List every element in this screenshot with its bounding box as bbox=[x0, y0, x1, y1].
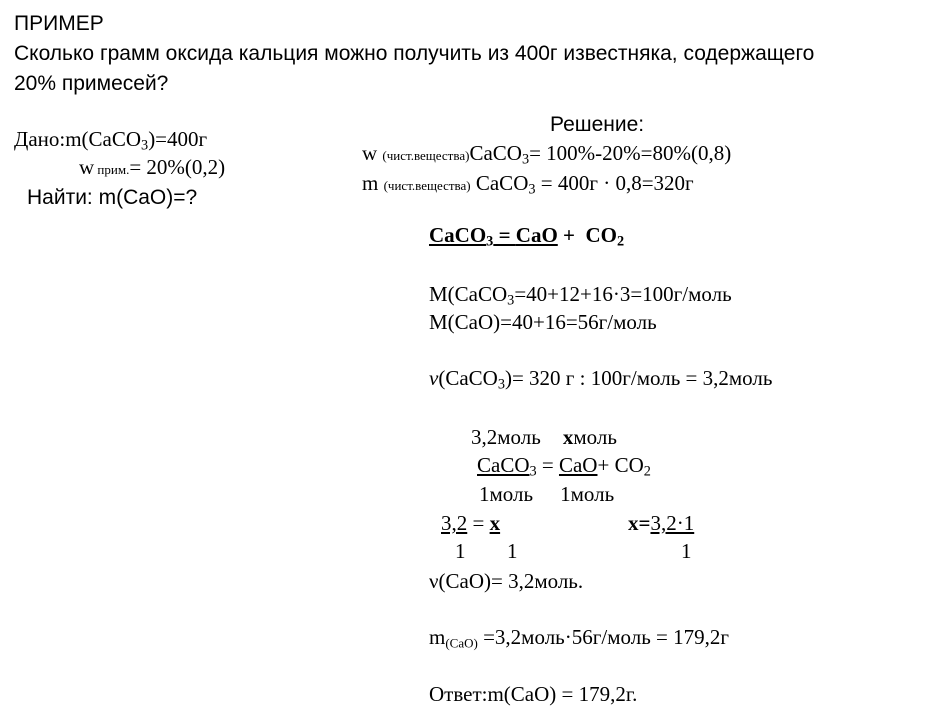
den-mid: 1 bbox=[507, 539, 518, 563]
purity-w: w bbox=[362, 141, 378, 165]
reaction-equation bbox=[429, 223, 625, 250]
find-line: Найти: m(CaO)=? bbox=[27, 186, 198, 209]
given-impurity bbox=[79, 157, 225, 178]
unknown-x: x bbox=[562, 425, 574, 449]
proportion-equation: CaCO$_3$ = $CaO+ CO_2$ bbox=[477, 453, 651, 480]
purity-formula-sub: 3 bbox=[521, 151, 530, 168]
impurity-sub: прим. bbox=[94, 162, 130, 177]
x-solution: x=3,2·1 bbox=[628, 511, 695, 535]
molar-mass-cao: M(CaO)=40+16=56г/моль bbox=[429, 310, 657, 334]
reaction-co2: $CO_2$ bbox=[585, 223, 625, 250]
pure-mass-formula-sub: 3 bbox=[528, 181, 536, 198]
purity-rest: = 100%-20%=80%(0,8) bbox=[529, 141, 732, 165]
purity-line bbox=[362, 141, 732, 168]
impurity-value: = 20%(0,2) bbox=[129, 155, 226, 179]
molar-mass-caco3: M(CaCO$_3$=40+12+16·3=100г/моль bbox=[429, 282, 732, 309]
proportion-top: 3,2моль xмоль bbox=[471, 425, 617, 449]
purity-sub: (чист.вещества) bbox=[382, 148, 470, 163]
reaction-caco3: CaCO$_3$ bbox=[429, 223, 494, 250]
given-mass-suffix: )=400г bbox=[148, 127, 208, 151]
den-left: 1 bbox=[455, 539, 466, 563]
impurity-w: w bbox=[79, 155, 95, 179]
pure-mass-rest: = 400г · 0,8=320г bbox=[535, 171, 694, 195]
den-right: 1 bbox=[681, 539, 692, 563]
reaction-cao: CaO bbox=[515, 223, 558, 247]
example-label: ПРИМЕР bbox=[14, 12, 104, 35]
problem-line-1: Сколько грамм оксида кальция можно получить из 400г известняка, содержащего bbox=[14, 42, 815, 65]
pure-mass-m: m bbox=[362, 171, 379, 195]
proportion-bottom: 1моль 1моль bbox=[479, 482, 615, 506]
fraction-numerators: 3,2 = x bbox=[441, 511, 501, 535]
solution-title: Решение: bbox=[550, 113, 645, 136]
answer-line: Ответ:m(CaO) = 179,2г. bbox=[429, 682, 638, 706]
pure-mass-sub: (чист.вещества) bbox=[383, 178, 471, 193]
mass-cao: $m_{(CaO)}$ =3,2моль·56г/моль = 179,2г bbox=[429, 625, 729, 651]
moles-cao: ν(CaO)= 3,2моль. bbox=[429, 569, 584, 593]
purity-formula: CaCO bbox=[469, 141, 522, 165]
pure-mass-line bbox=[362, 171, 694, 198]
given-mass-prefix: Дано:m(CaCO bbox=[14, 127, 142, 151]
given-mass bbox=[14, 127, 208, 154]
moles-caco3: ν(CaCO$_3$)= 320 г : 100г/моль = 3,2моль bbox=[429, 366, 773, 393]
pure-mass-formula: CaCO bbox=[470, 171, 529, 195]
reaction-eq: = bbox=[493, 223, 516, 247]
nu-symbol: ν bbox=[429, 366, 439, 390]
given-mass-sub: 3 bbox=[141, 137, 149, 154]
reaction-plus: + bbox=[557, 223, 586, 247]
problem-line-2: 20% примесей? bbox=[14, 72, 169, 95]
